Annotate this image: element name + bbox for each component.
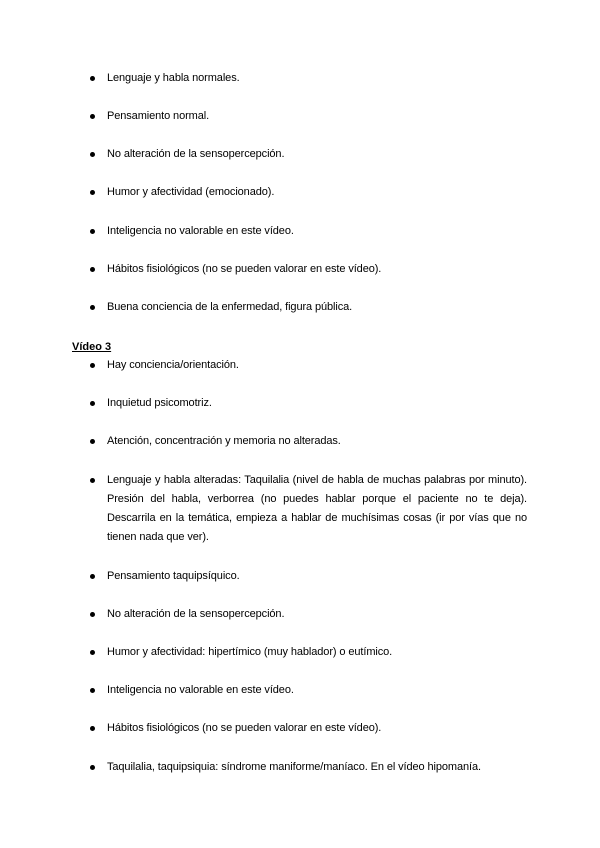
list-item: Hábitos fisiológicos (no se pueden valorar en este vídeo). [107,260,381,279]
bullet-icon [90,612,95,617]
list-item: Buena conciencia de la enfermedad, figura pública. [107,298,352,317]
bullet-icon [90,114,95,119]
list-item: Lenguaje y habla alteradas: Taquilalia (nivel de habla de muchas palabras por minuto). Presión del habla, verborrea (no puedes hablar porque el paciente no te deja). Descarrila en la temática, empieza a hablar de muchísimas cosas (ir por vías que no tienen nada que ver). [107,471,527,547]
list-item: Atención, concentración y memoria no alteradas. [107,432,341,451]
bullet-icon [90,267,95,272]
bullet-icon [90,229,95,234]
section-heading: Vídeo 3 [72,341,112,353]
bullet-icon [90,305,95,310]
list-item: Pensamiento taquipsíquico. [107,567,240,586]
list-item: Pensamiento normal. [107,107,209,126]
list-item: Hábitos fisiológicos (no se pueden valorar en este vídeo). [107,719,381,738]
list-item: Inquietud psicomotriz. [107,394,212,413]
list-item: Lenguaje y habla normales. [107,69,240,88]
bullet-icon [90,650,95,655]
bullet-icon [90,439,95,444]
bullet-icon [90,363,95,368]
list-item: No alteración de la sensopercepción. [107,145,284,164]
list-item: Humor y afectividad (emocionado). [107,183,274,202]
bullet-icon [90,726,95,731]
list-item: Taquilalia, taquipsiquia: síndrome maniforme/maníaco. En el vídeo hipomanía. [107,758,481,777]
bullet-icon [90,152,95,157]
bullet-icon [90,76,95,81]
list-item: Inteligencia no valorable en este vídeo. [107,681,294,700]
list-item: Hay conciencia/orientación. [107,356,239,375]
bullet-icon [90,765,95,770]
bullet-icon [90,478,95,483]
bullet-icon [90,401,95,406]
list-item: No alteración de la sensopercepción. [107,605,284,624]
bullet-icon [90,688,95,693]
list-item: Humor y afectividad: hipertímico (muy hablador) o eutímico. [107,643,392,662]
list-item: Inteligencia no valorable en este vídeo. [107,222,294,241]
bullet-icon [90,574,95,579]
bullet-icon [90,190,95,195]
